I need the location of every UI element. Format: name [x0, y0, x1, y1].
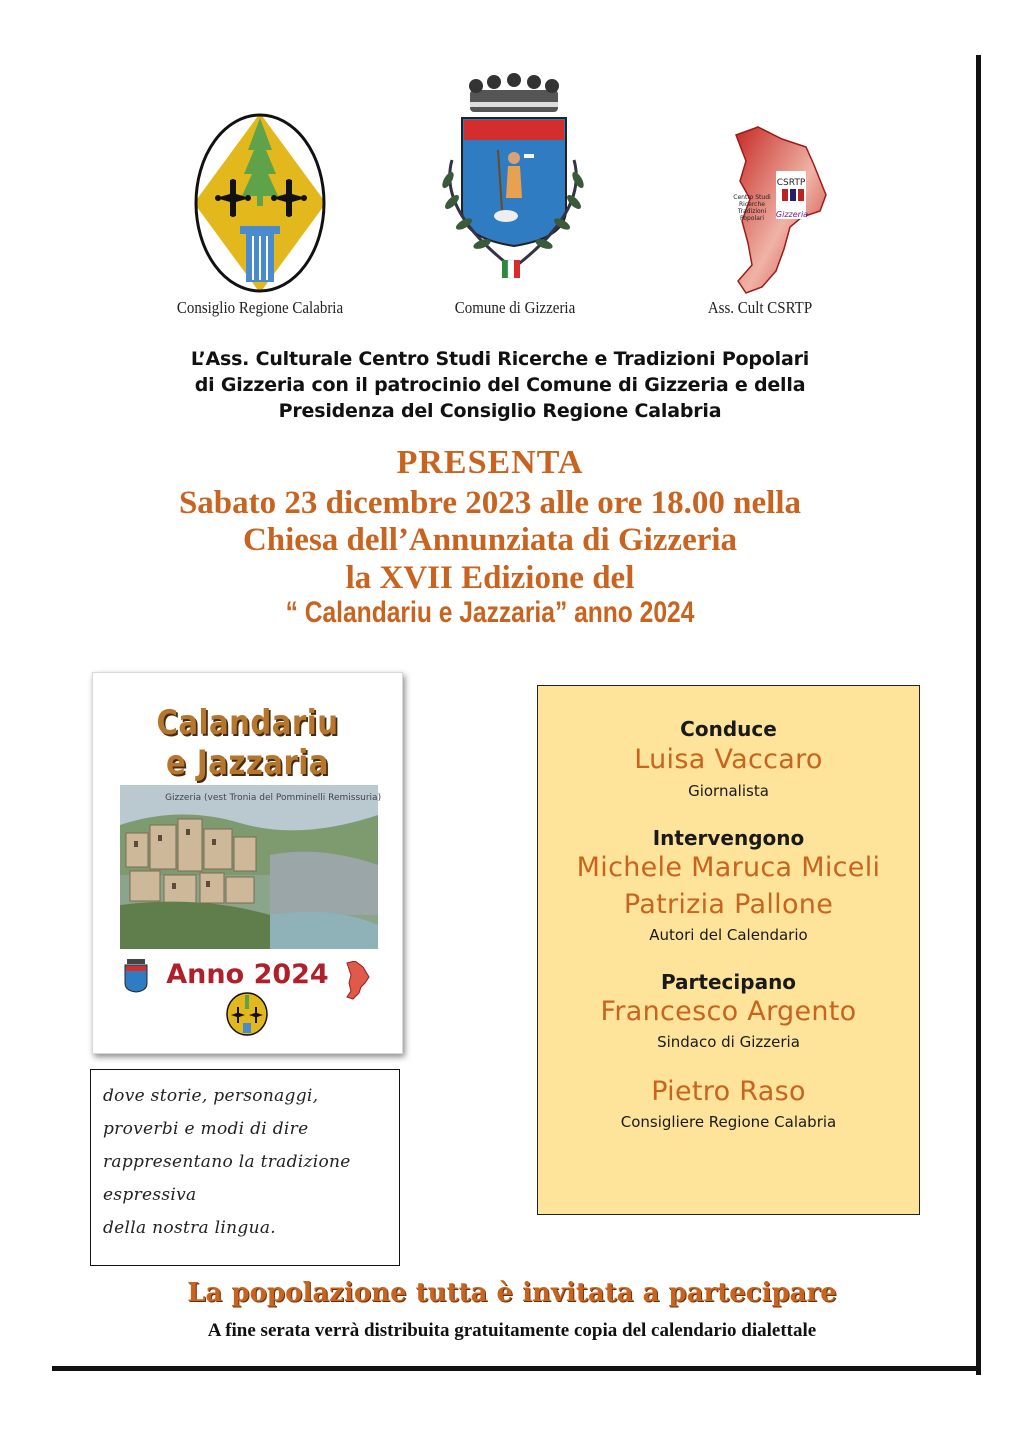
calabria-caption: Consiglio Regione Calabria	[176, 298, 344, 317]
distribution-note: A fine serata verrà distribuita gratuitamente copia del calendario dialettale	[207, 1320, 817, 1341]
calabria-region-crest-icon	[190, 108, 330, 298]
intro-line: L’Ass. Culturale Centro Studi Ricerche e Tradizioni Popolari	[190, 348, 810, 370]
quote-line: dove storie, personaggi,	[103, 1086, 319, 1106]
quote-line: della nostra lingua.	[103, 1218, 276, 1238]
invitation-text: La popolazione tutta è invitata a partecipare	[187, 1278, 837, 1308]
event-date-line: Sabato 23 dicembre 2023 alle ore 18.00 nella	[178, 485, 802, 521]
csrtp-line-2: Ricerche	[739, 201, 765, 208]
csrtp-line-4: Popolari	[739, 215, 765, 222]
conduce-role: Giornalista	[688, 782, 769, 800]
quote-line: proverbi e modi di dire	[103, 1119, 309, 1139]
gizzeria-caption: Comune di Gizzeria	[454, 298, 576, 317]
intro-line: di Gizzeria con il patrocinio del Comune di Gizzeria e della	[194, 374, 806, 396]
cover-title-line1: Calandariu	[156, 703, 339, 743]
event-place-line: Chiesa dell’Annunziata di Gizzeria	[242, 522, 738, 558]
speakers-role: Autori del Calendario	[649, 926, 808, 944]
intro-line: Presidenza del Consiglio Regione Calabria	[278, 400, 722, 422]
participant-role: Sindaco di Gizzeria	[657, 1033, 800, 1051]
intervengono-label: Intervengono	[652, 826, 805, 850]
page-border-right	[976, 55, 981, 1375]
page-border-bottom	[52, 1366, 981, 1371]
calendar-title: “ Calandariu e Jazzaria” anno 2024	[285, 596, 695, 629]
cover-subtitle: Gizzeria (vest Tronia del Pomminelli Remissuria)	[165, 793, 382, 803]
conduce-name: Luisa Vaccaro	[634, 744, 823, 775]
partecipano-label: Partecipano	[660, 970, 797, 994]
intro-text	[100, 346, 900, 424]
csrtp-line-1: Centro Studi	[733, 194, 771, 201]
participant-role: Consigliere Regione Calabria	[620, 1113, 837, 1131]
csrtp-town: Gizzeria	[775, 210, 809, 219]
presenta-heading: PRESENTA	[396, 444, 584, 481]
cover-title-line2: e Jazzaria	[166, 743, 329, 783]
village-photo-icon	[120, 785, 378, 949]
cover-calabria-crest-icon	[223, 991, 271, 1037]
event-edition-line: la XVII Edizione del	[345, 560, 635, 596]
speaker-name: Michele Maruca Miceli	[576, 852, 881, 883]
csrtp-line-3: Tradizioni	[737, 208, 767, 215]
speakers-box	[537, 685, 920, 1215]
quote-box	[90, 1069, 400, 1266]
participant-name: Pietro Raso	[651, 1076, 806, 1107]
csrtp-mark: CSRTP	[776, 178, 806, 188]
csrtp-caption: Ass. Cult CSRTP	[707, 298, 813, 317]
gizzeria-municipal-crest-icon	[418, 70, 608, 290]
speaker-name: Patrizia Pallone	[623, 889, 834, 920]
participant-name: Francesco Argento	[600, 996, 857, 1027]
conduce-label: Conduce	[680, 717, 777, 741]
quote-line: espressiva	[103, 1185, 197, 1205]
calendar-cover-image	[92, 672, 403, 1054]
quote-line: rappresentano la tradizione	[103, 1152, 351, 1172]
cover-csrtp-map-icon	[343, 961, 373, 1001]
csrtp-map-logo-icon	[718, 125, 833, 297]
cover-year: Anno 2024	[166, 959, 329, 990]
